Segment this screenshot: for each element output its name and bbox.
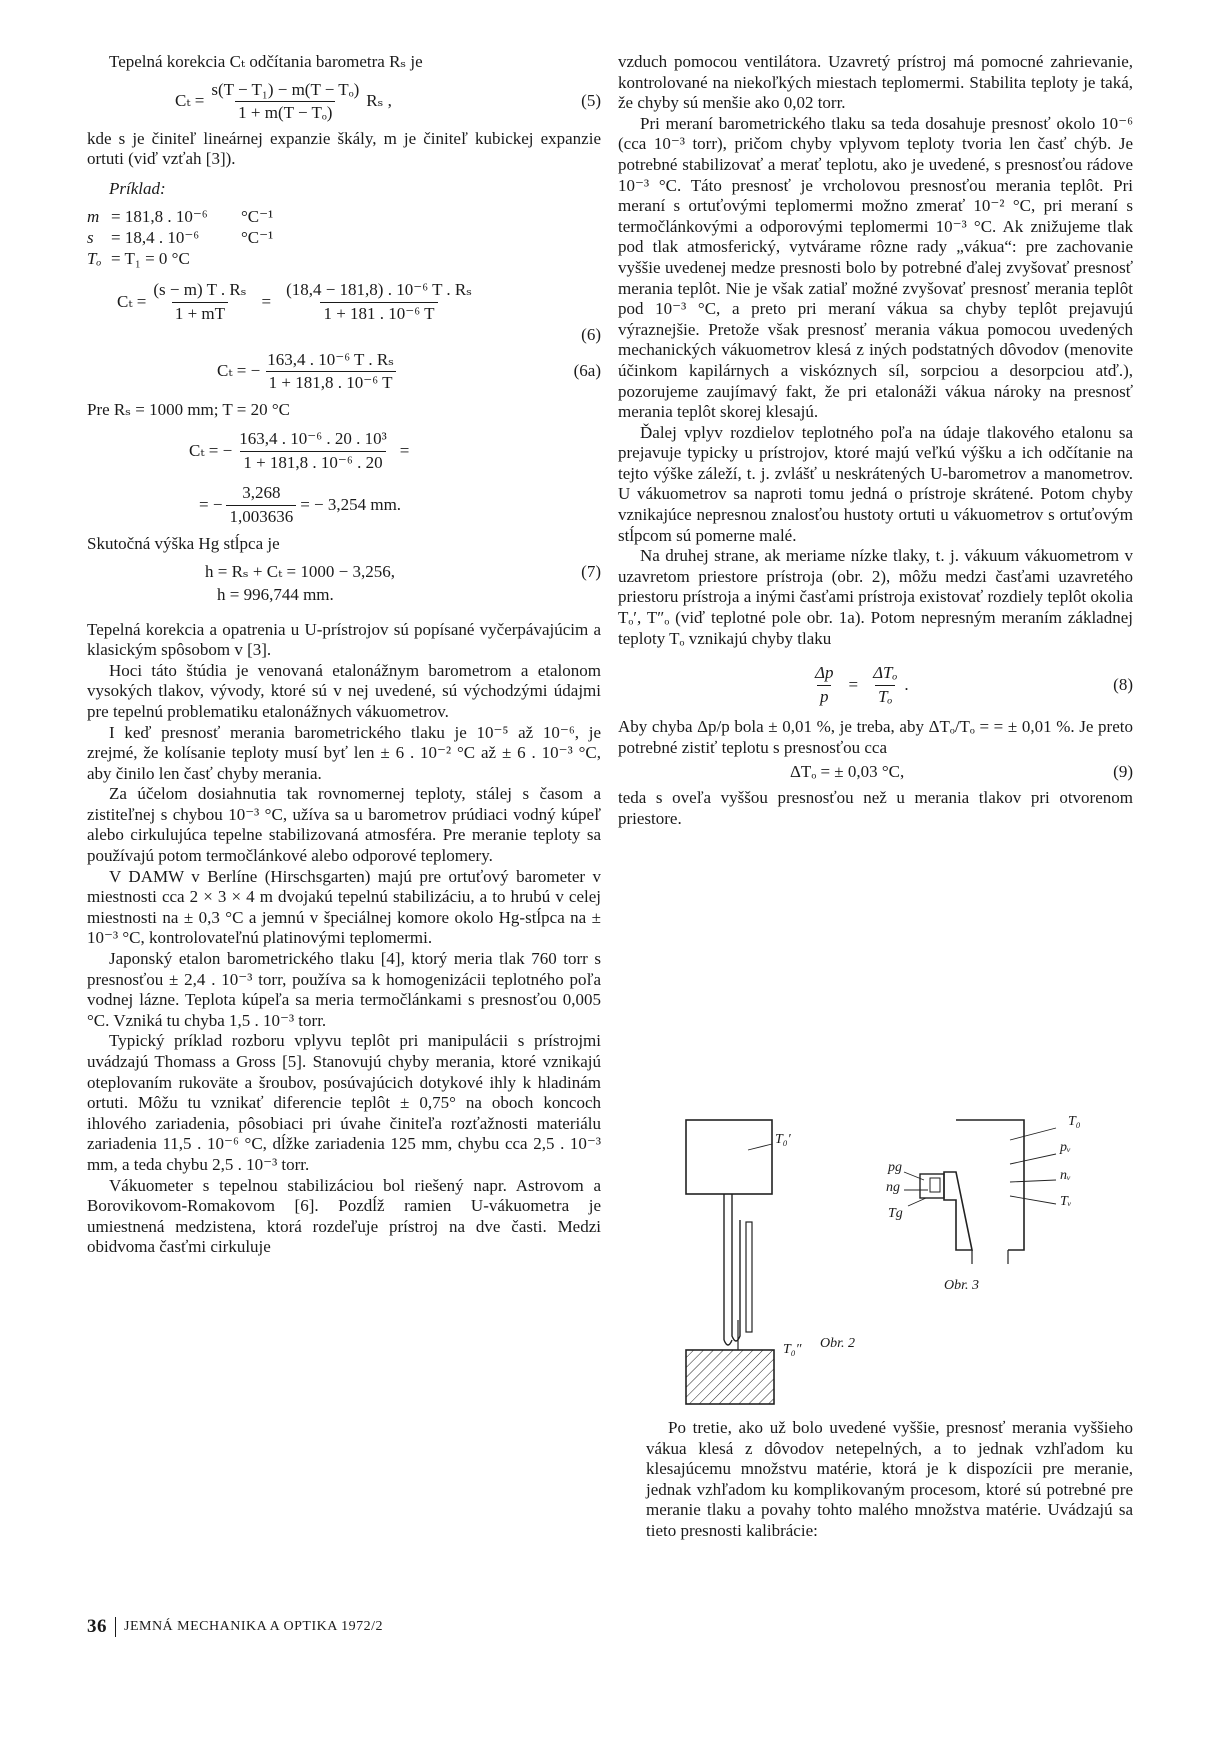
- paragraph: teda s oveľa vyššou presnosťou než u merania tlakov pri otvorenom priestore.: [618, 788, 1133, 828]
- paragraph: V DAMW v Berlíne (Hirschsgarten) majú pre ortuťový barometer v miestnosti cca 2 × 3 × 4 m dvojakú tepelnú stabilizáciu, a to hrubú v celej miestnosti na ± 0,3 °C a jemnú v špeciálnej komore okolo Hg-stĺpca na ± 10⁻³ °C, kontrolovateľnú platinovými teplomermi.: [87, 866, 601, 948]
- equation-7-result: h = 996,744 mm.: [217, 584, 334, 604]
- page-number: 36: [87, 1616, 107, 1637]
- definitions: m = 181,8 . 10⁻⁶ °C⁻¹ s = 18,4 . 10⁻⁶ °C⁻¹ Tₒ = T₁ = 0 °C: [87, 207, 274, 268]
- left-column: [87, 52, 601, 1258]
- figure-3-label-pg: pg: [888, 1160, 902, 1175]
- paragraph: Typický príklad rozboru vplyvu teplôt pri manipulácii s prístrojmi uvádzajú Thomass a Gross [5]. Stanovujú chyby merania, ktoré vznikajú oteplovaním rukoväte a šroubov, posúvajúcich dotykové ihly k hladinám ortuti. Môžu tu vznikať diferencie teplôt ± 0,75° na oboch koncoch ihlového zariadenia, pôsobiaci pri úvahe činiteľa rozťažnosti materiálu zariadenia 11,5 . 10⁻⁶ °C, dĺžke zariadenia 125 mm, chybu cca 2,5 . 10⁻³ mm, a teda chybu 2,5 . 10⁻³ torr.: [87, 1031, 601, 1174]
- paragraph: Za účelom dosiahnutia tak rovnomernej teploty, stálej s časom a zistiteľnej s chybou 10⁻³ °C, užíva sa u barometrov prúdiaci vodný kúpeľ alebo cirkulujúca tepelne stabilizovaná atmosféra. Pre meranie teploty sa používajú potom termočlánkové alebo odporové teplomery.: [87, 784, 601, 866]
- figure-2-diagram: [676, 1110, 826, 1410]
- page-footer: [87, 1616, 383, 1638]
- journal-name: JEMNÁ MECHANIKA A OPTIKA 1972/2: [124, 1619, 383, 1634]
- equation-5: Cₜ = $\frac{\text{s(T − T₁) − m(T − Tₒ)}}{\text{1 + m(T − Tₒ)}}$ Rₛ , (5): [175, 79, 601, 123]
- figure-2-caption: Obr. 2: [820, 1336, 856, 1351]
- paragraph: Pri meraní barometrického tlaku sa teda dosahuje presnosť okolo 10⁻⁶ (cca 10⁻³ torr), pričom chyby vplyvom teploty tvoria len časť chýb. Je potrebné stabilizovať a merať teplotu, ako je uvedené, s presnosťou rádove 10⁻³ °C. Táto presnosť je vrcholovou presnosťou merania teplôt. Pri meraní s ortuťovými teplomermi možno zmerať 10⁻² °C, pri meraní s termočlánkovými a odporovými teplomermi 10⁻³ °C. Ak znižujeme tlak pod tlak atmosferický, vytvárame rôzne rady „vákua“: pre zachovanie vyššie uvedenej medze presnosti bolo by potrebné ďalej zvyšovať presnosť merania teplôt. Nie je však zatiaľ možné zvyšovať presnosť merania teplôt pod 10⁻³ °C, a preto pri meraní vákua sa chyby teplôt prejavujú výraznejšie. Pretože však presnosť merania vákua pomocou uvedených mechanických vákuometrov klesá z iných podstatných dôvodov (menovite účinkom kapilárnych a viskóznych síl, sorpciou a desorpciou atď.), pozorujeme zaujímavý fakt, že pri etalonáži vákua nároky na presnosť merania teplôt skorej klesajú.: [618, 113, 1133, 422]
- paragraph: Hoci táto štúdia je venovaná etalonážnym barometrom a etalonom vysokých tlakov, vývody, ktoré sú v nej uvedené, sú východzými údajmi pre tepelnú problematiku etalonážnych vákuometrov.: [87, 660, 601, 721]
- equation-ct: Cₜ = − $\frac{\text{163,4 . 10⁻⁶ . 20 . 10³}}{\text{1 + 181,8 . 10⁻⁶ . 20}}$ =: [189, 429, 410, 472]
- figure-3-label-nv: nᵥ: [1060, 1168, 1071, 1183]
- intro-paragraph: Tepelná korekcia Cₜ odčítania barometra Rₛ je: [109, 52, 423, 71]
- paragraph: Skutočná výška Hg stĺpca je: [87, 534, 280, 554]
- equation-8: $\frac{\Delta p}{p}$ = $\frac{\text{ΔTₒ}}{\text{Tₒ}}$ . (8): [815, 663, 1133, 706]
- example-heading: Príklad:: [109, 178, 166, 198]
- equation-6: Cₜ = $\frac{\text{(s − m) T . Rₛ}}{1 + mT}$ = $\frac{\text{(18,4 − 181,8) . 10⁻⁶ T . Rₛ}}{\text{1 + 181 . 10⁻⁶ T}}$: [117, 280, 472, 323]
- figure-2-label-bottom: T₀″: [783, 1342, 802, 1357]
- paragraph: kde s je činiteľ lineárnej expanzie škály, m je činiteľ kubickej expanzie ortuti (viď vzťah [3]).: [87, 128, 601, 169]
- figure-3-caption: Obr. 3: [944, 1278, 980, 1293]
- eq5-fraction: $\frac{\text{s(T − T₁) − m(T − Tₒ)}}{\text{1 + m(T − Tₒ)}}$: [211, 79, 360, 123]
- right-column-lower: [646, 1418, 1133, 1542]
- equation-number: (6): [581, 325, 601, 345]
- footer-divider: [115, 1617, 116, 1637]
- paragraph: Vákuometer s tepelnou stabilizáciou bol riešený napr. Astrovom a Borovikovom-Romakovom [6]. Pozdĺž ramien U-vákuometra je umiestnená medzistena, ktorá rozdeľuje prístroj na dve časti. Medzi obidvoma časťmi cirkuluje: [87, 1175, 601, 1257]
- paragraph: Po tretie, ako už bolo uvedené vyššie, presnosť merania vyššieho vákua klesá z dôvodov netepelných, a to jednak vzhľadom ku klesajúcemu množstvu matérie, ktorá je k dispozícii pre meranie, jednak vzhľadom ku komplikovaným procesom, ktoré sú potrebné pre meranie tlaku a povahy tohto malého množstva matérie. Uvádzajú sa tieto presnosti kalibrácie:: [646, 1418, 1133, 1540]
- figure-3-label-t0: T₀: [1068, 1114, 1081, 1129]
- figure-3-label-ng: ng: [886, 1180, 900, 1195]
- figure-3-label-tv: Tᵥ: [1060, 1194, 1072, 1209]
- figure-2-label-top: T₀′: [775, 1132, 791, 1147]
- equation-6a: Cₜ = − $\frac{\text{163,4 . 10⁻⁶ T . Rₛ}}{\text{1 + 181,8 . 10⁻⁶ T}}$ (6a): [217, 349, 601, 393]
- paragraph: Aby chyba Δp/p bola ± 0,01 %, je treba, aby ΔTₒ/Tₒ = = ± 0,01 %. Je preto potrebné zistiť teplotu s presnosťou cca: [618, 717, 1133, 757]
- figure-3-label-pv: pᵥ: [1060, 1140, 1071, 1155]
- paragraph: Tepelná korekcia a opatrenia u U-prístrojov sú popísané vyčerpávajúcim a klasickým spôsobom v [3].: [87, 619, 601, 660]
- equation-9: ΔTₒ = ± 0,03 °C, (9): [790, 762, 1133, 782]
- paragraph: Ďalej vplyv rozdielov teplotného poľa na údaje tlakového etalonu sa prejavuje typicky u prístrojov, ktoré majú veľkú výšku a ich odčítanie na tejto výške záleží, t. j. zvlášť u neskrátených U-barometrov a manometrov. U vákuometrov sa naproti tomu jedná o prístroje skrátené. Potom chyby vznikajúce nepresnou znalosťou hustoty ortuti u vákuometrov s ortuťovým stĺpcom sú pomerne malé.: [618, 422, 1133, 545]
- paragraph: Japonský etalon barometrického tlaku [4], ktorý meria tlak 760 torr s presnosťou ± 2,4 . 10⁻³ torr, používa sa k homogenizácii teplotného poľa vodnej lázne. Teplota kúpeľa sa meria termočlánkami s presnosťou 0,005 °C. Vzniká tu chyba 1,5 . 10⁻³ torr.: [87, 949, 601, 1030]
- paragraph: vzduch pomocou ventilátora. Uzavretý prístroj má pomocné zahrievanie, kontrolované na niekoľkých miestach teplomermi. Stabilita teploty je taká, že chyby sú menšie ako 0,02 torr.: [618, 52, 1133, 113]
- paragraph: Na druhej strane, ak meriame nízke tlaky, t. j. vákuum vákuometrom v uzavretom priestore prístroja (obr. 2), môžu medzi časťami uzavretého priestoru prístroja a inými časťami prístroja existovať rozdiely teplôt okolia Tₒ′, T″ₒ (viď teplotné pole obr. 1a). Potom nepresným meraním základnej teploty Tₒ vznikajú chyby tlaku: [618, 546, 1133, 648]
- equation-7: h = Rₛ + Cₜ = 1000 − 3,256, (7): [205, 561, 601, 581]
- equation-ct-result: = − $\frac{3,268}{1,003636}$ = − 3,254 mm.: [199, 483, 402, 526]
- right-column: [618, 52, 1133, 830]
- given-values: Pre Rₛ = 1000 mm; T = 20 °C: [87, 399, 290, 419]
- figure-3-label-tg: Tg: [888, 1206, 903, 1221]
- paragraph: I keď presnosť merania barometrického tlaku je 10⁻⁵ až 10⁻⁶, je zrejmé, že kolísanie teploty musí byť len ± 6 . 10⁻² °C až ± 6 . 10⁻³ °C, aby činilo len časť chyby merania.: [87, 722, 601, 783]
- equation-number: (5): [581, 91, 601, 111]
